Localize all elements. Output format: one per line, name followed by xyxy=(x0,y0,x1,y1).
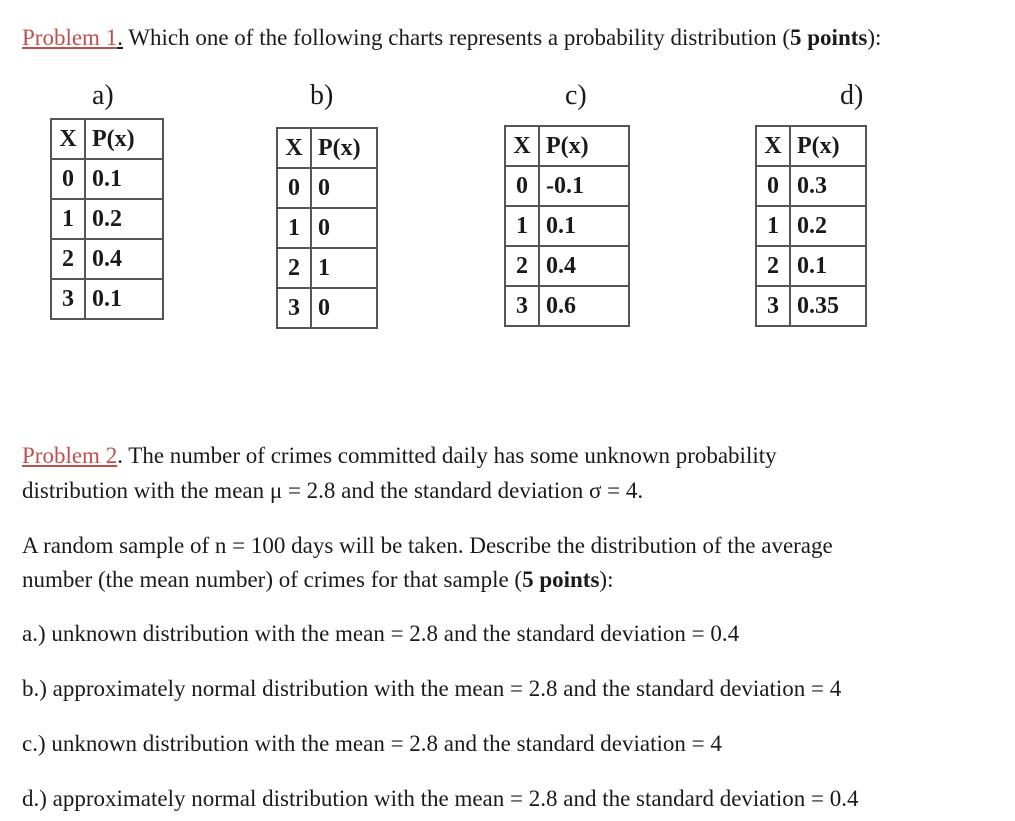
table-row xyxy=(756,206,866,246)
cell-px: -0.1 xyxy=(539,166,629,206)
table-header-row xyxy=(51,119,163,159)
table-header-row xyxy=(277,128,377,168)
distribution-table-a xyxy=(50,118,164,320)
table-row xyxy=(505,246,629,286)
cell-px: 0.1 xyxy=(85,159,163,199)
problem1-question-end: ): xyxy=(867,25,882,50)
cell-px: 0.6 xyxy=(539,286,629,326)
cell-px: 0.2 xyxy=(85,199,163,239)
table-row xyxy=(277,248,377,288)
table-row xyxy=(505,166,629,206)
cell-px: 0.35 xyxy=(790,286,866,326)
problem1-question: Which one of the following charts represents a probability distribution ( xyxy=(122,25,791,50)
cell-px: 0.3 xyxy=(790,166,866,206)
table-header-row xyxy=(505,126,629,166)
cell-px: 0 xyxy=(311,208,377,248)
cell-x: 0 xyxy=(51,159,85,199)
cell-px: 0.1 xyxy=(85,279,163,319)
distribution-table-d xyxy=(755,125,867,327)
problem2-line4-text: number (the mean number) of crimes for that sample ( xyxy=(22,567,523,592)
distribution-table-b xyxy=(276,127,378,329)
problem1-label: Problem 1 xyxy=(22,25,118,50)
table-d-label: d) xyxy=(840,80,864,111)
cell-x: 3 xyxy=(277,288,311,328)
cell-x: 2 xyxy=(51,239,85,279)
cell-x: 2 xyxy=(756,246,790,286)
problem2-points: 5 points xyxy=(522,567,600,592)
table-row xyxy=(505,206,629,246)
cell-x: 1 xyxy=(51,199,85,239)
cell-x: 3 xyxy=(505,286,539,326)
table-row xyxy=(505,286,629,326)
table-row xyxy=(51,279,163,319)
table-c-label: c) xyxy=(565,80,587,111)
answer-option-a: a.) unknown distribution with the mean = 2.8 and the standard deviation = 0.4 xyxy=(22,621,740,646)
cell-px: 0.1 xyxy=(539,206,629,246)
cell-px: 0.4 xyxy=(539,246,629,286)
cell-px: 0 xyxy=(311,288,377,328)
problem1-label-suffix: . xyxy=(117,25,123,50)
answer-option-b: b.) approximately normal distribution with the mean = 2.8 and the standard deviation = 4 xyxy=(22,676,842,701)
header-px: P(x) xyxy=(790,126,866,166)
cell-x: 1 xyxy=(277,208,311,248)
header-x: X xyxy=(51,119,85,159)
table-row xyxy=(51,159,163,199)
table-row xyxy=(277,208,377,248)
cell-x: 1 xyxy=(505,206,539,246)
distribution-table-c xyxy=(504,125,630,327)
cell-x: 2 xyxy=(277,248,311,288)
header-px: P(x) xyxy=(85,119,163,159)
table-row xyxy=(756,246,866,286)
problem2-line1-text: . The number of crimes committed daily has some unknown probability xyxy=(117,443,777,468)
header-x: X xyxy=(277,128,311,168)
cell-px: 0 xyxy=(311,168,377,208)
cell-x: 0 xyxy=(277,168,311,208)
cell-x: 3 xyxy=(756,286,790,326)
problem1-heading xyxy=(22,24,881,52)
cell-px: 0.2 xyxy=(790,206,866,246)
cell-px: 0.1 xyxy=(790,246,866,286)
problem2-label: Problem 2 xyxy=(22,443,118,468)
problem2-line2: distribution with the mean μ = 2.8 and the standard deviation σ = 4. xyxy=(22,478,644,503)
table-b-label: b) xyxy=(310,80,334,111)
cell-px: 1 xyxy=(311,248,377,288)
problem1-points: 5 points xyxy=(790,25,868,50)
problem2-line4 xyxy=(22,566,613,594)
problem2-line1 xyxy=(22,442,777,470)
cell-x: 0 xyxy=(756,166,790,206)
cell-px: 0.4 xyxy=(85,239,163,279)
table-row xyxy=(756,166,866,206)
header-px: P(x) xyxy=(539,126,629,166)
table-row xyxy=(51,199,163,239)
cell-x: 2 xyxy=(505,246,539,286)
answer-option-d: d.) approximately normal distribution with the mean = 2.8 and the standard deviation = 0.4 xyxy=(22,786,859,811)
header-x: X xyxy=(505,126,539,166)
cell-x: 3 xyxy=(51,279,85,319)
table-row xyxy=(277,168,377,208)
table-row xyxy=(277,288,377,328)
table-header-row xyxy=(756,126,866,166)
cell-x: 1 xyxy=(756,206,790,246)
table-row xyxy=(51,239,163,279)
header-x: X xyxy=(756,126,790,166)
cell-x: 0 xyxy=(505,166,539,206)
problem2-line3: A random sample of n = 100 days will be taken. Describe the distribution of the average xyxy=(22,533,833,558)
header-px: P(x) xyxy=(311,128,377,168)
table-a-label: a) xyxy=(92,80,114,111)
answer-option-c: c.) unknown distribution with the mean = 2.8 and the standard deviation = 4 xyxy=(22,731,722,756)
table-row xyxy=(756,286,866,326)
problem2-line4-end: ): xyxy=(599,567,614,592)
